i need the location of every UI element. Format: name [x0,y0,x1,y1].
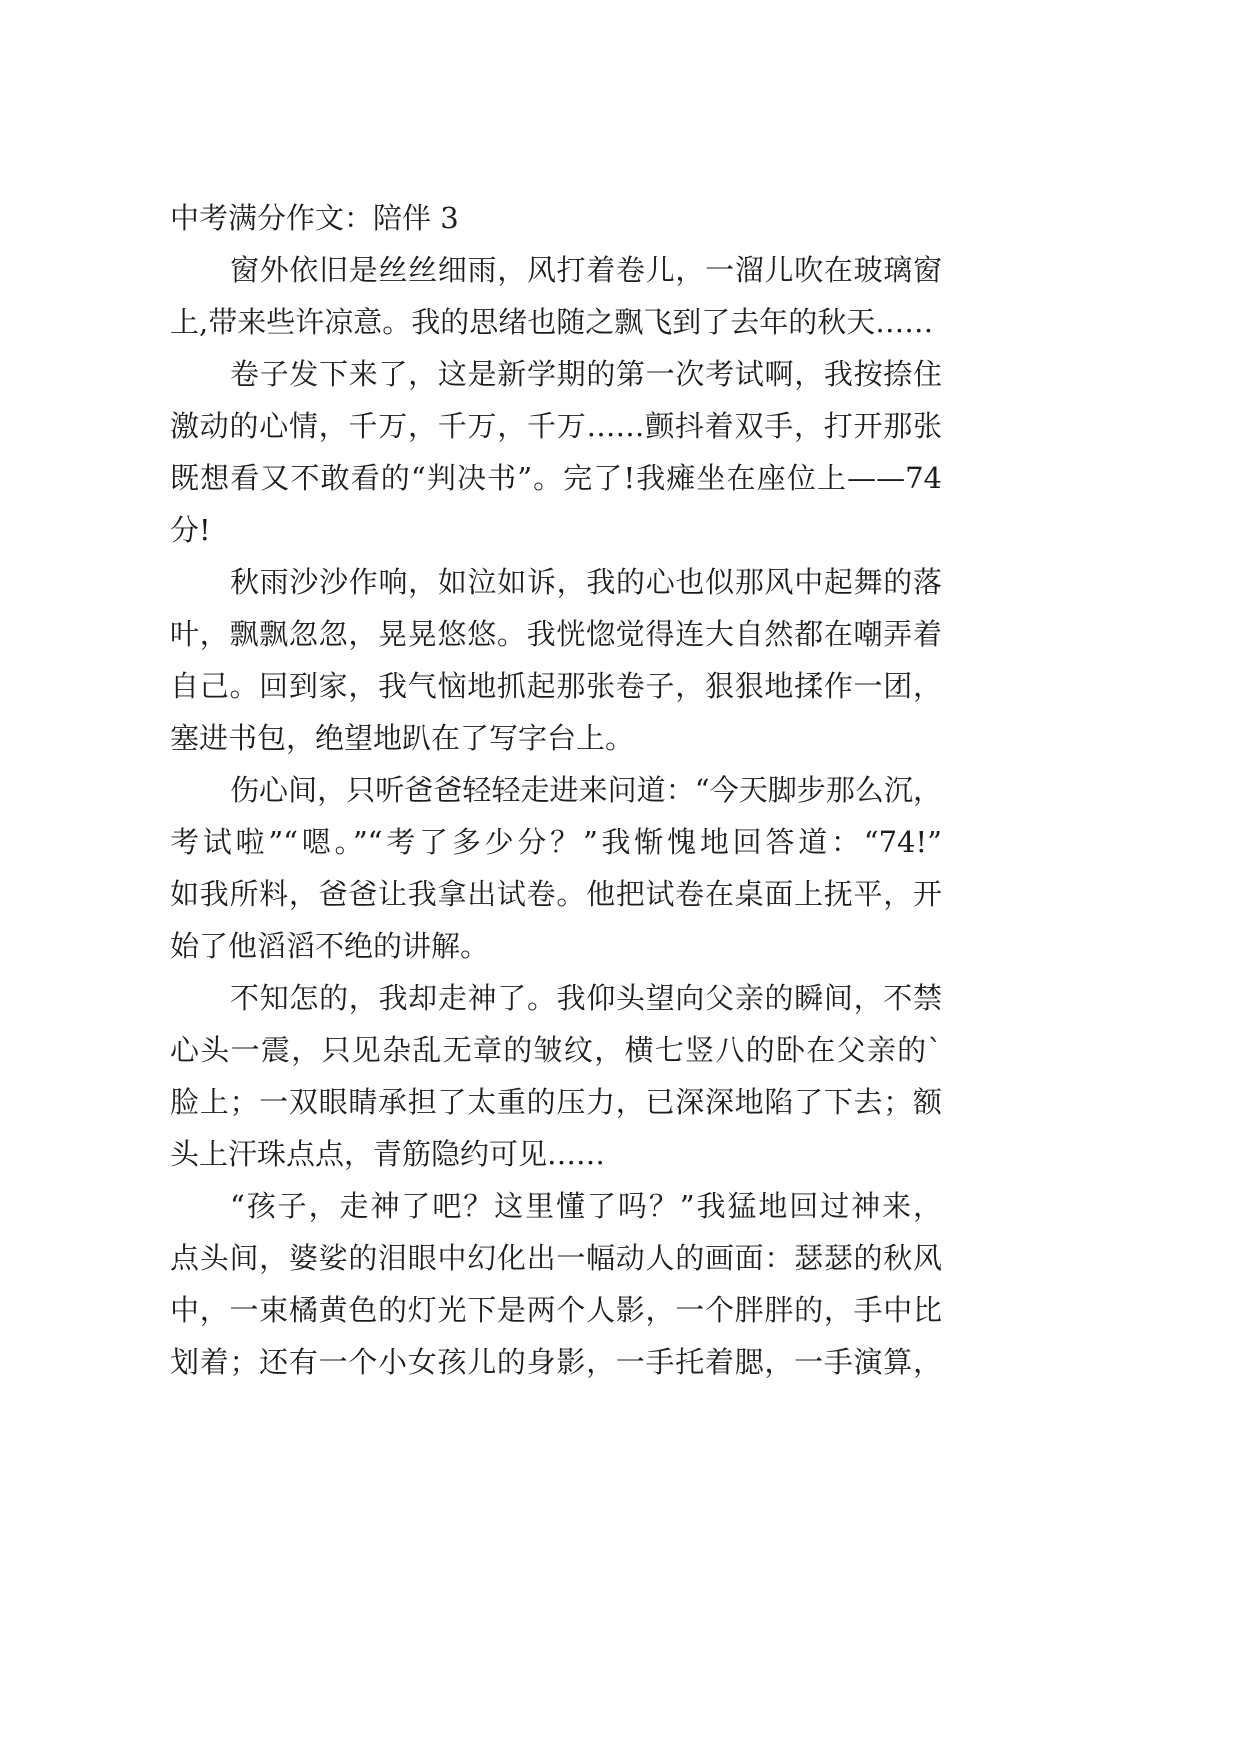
text-line: 头上汗珠点点，青筋隐约可见…… [170,1137,606,1171]
text-line: 塞进书包，绝望地趴在了写字台上。 [170,721,635,755]
paragraph-2 [170,348,942,556]
text-line: 如我所料，爸爸让我拿出试卷。他把试卷在桌面上抚平，开 [170,877,942,911]
text-line: 激动的心情，千万，千万，千万……颤抖着双手，打开那张 [170,409,942,443]
text-line: 卷子发下来了，这是新学期的第一次考试啊，我按捺住 [230,357,942,391]
text-line: 考试啦”“嗯。”“考了多少分？”我惭愧地回答道：“74!” [170,825,942,859]
text-line: 始了他滔滔不绝的讲解。 [170,929,490,963]
text-line: 心头一震，只见杂乱无章的皱纹，横七竖八的卧在父亲的` [170,1033,942,1067]
text-line: 脸上；一双眼睛承担了太重的压力，已深深地陷了下去；额 [170,1085,942,1119]
text-line: 中，一束橘黄色的灯光下是两个人影，一个胖胖的，手中比 [170,1293,942,1327]
text-line: 划着；还有一个小女孩儿的身影，一手托着腮，一手演算， [170,1345,942,1379]
paragraph-1 [170,244,942,348]
paragraph-4 [170,764,942,972]
text-line: 点头间，婆娑的泪眼中幻化出一幅动人的画面：瑟瑟的秋风 [170,1241,942,1275]
text-line: 自己。回到家，我气恼地抓起那张卷子，狠狠地揉作一团， [170,669,942,703]
text-line: 不知怎的，我却走神了。我仰头望向父亲的瞬间，不禁 [230,981,942,1015]
article-title: 中考满分作文：陪伴 3 [170,201,459,235]
text-line: “孩子，走神了吧？这里懂了吗？”我猛地回过神来， [230,1189,942,1223]
text-line: 伤心间，只听爸爸轻轻走进来问道：“今天脚步那么沉， [230,773,942,807]
text-line: 秋雨沙沙作响，如泣如诉，我的心也似那风中起舞的落 [230,565,942,599]
text-line: 既想看又不敢看的“判决书”。完了!我瘫坐在座位上——74 [170,461,942,495]
article-body [170,192,942,1388]
paragraph-6 [170,1180,942,1388]
paragraph-5 [170,972,942,1180]
text-line: 窗外依旧是丝丝细雨，风打着卷儿，一溜儿吹在玻璃窗 [230,253,942,287]
text-line: 叶，飘飘忽忽，晃晃悠悠。我恍惚觉得连大自然都在嘲弄着 [170,617,942,651]
text-line: 上,带来些许凉意。我的思绪也随之飘飞到了去年的秋天…… [170,305,934,339]
paragraph-3 [170,556,942,764]
text-line: 分! [170,513,211,547]
